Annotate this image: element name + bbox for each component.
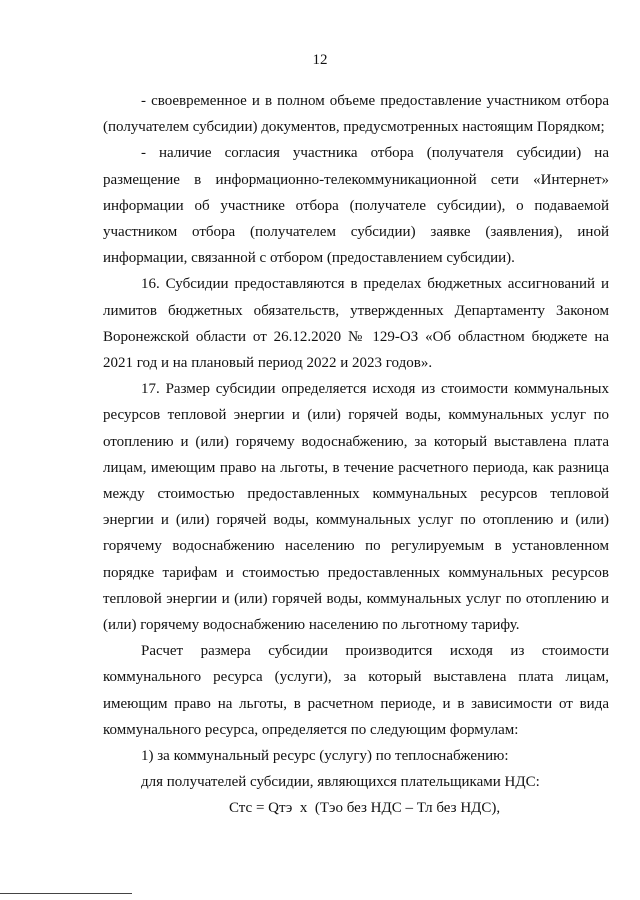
paragraph-timely-documents: - своевременное и в полном объеме предоставление участником отбора (получателем субсидии) документов, предусмотренных настоящим Порядком;	[103, 93, 609, 136]
paragraph-vat-payers: для получателей субсидии, являющихся плательщиками НДС:	[141, 774, 540, 791]
paragraph-consent-internet: - наличие согласия участника отбора (получателя субсидии) на размещение в информационно-телекоммуникационной сети «Интернет» информации об участнике отбора (получателе субсидии), о подаваемой участником отбора (получателем субсидии) заявке (заявления), иной информации, связанной с отбором (предоставлением субсидии).	[103, 145, 609, 267]
paragraph-16-budget-limits: 16. Субсидии предоставляются в пределах бюджетных ассигнований и лимитов бюджетных обязательств, утвержденных Департаменту Законом Воронежской области от 26.12.2020 № 129-ОЗ «Об областном бюджете на 2021 год и на плановый период 2022 и 2023 годов».	[103, 276, 609, 372]
footer-divider	[0, 893, 132, 894]
formula-heat-subsidy: Стс = Qтэ х (Тэо без НДС – Тл без НДС),	[229, 800, 501, 817]
paragraph-17-subsidy-amount: 17. Размер субсидии определяется исходя из стоимости коммунальных ресурсов тепловой энергии и (или) горячей воды, коммунальных услуг по отоплению и (или) горячему водоснабжению, за который выставлена плата лицам, имеющим право на льготы, в течение расчетного периода, как разница между стоимостью предоставленных коммунальных ресурсов тепловой энергии и (или) горячей воды, коммунальных услуг по отоплению и (или) горячему водоснабжению населению по регулируемым в установленном порядке тарифам и стоимостью предоставленных коммунальных ресурсов тепловой энергии и (или) горячей воды, коммунальных услуг по отоплению и (или) горячему водоснабжению населению по льготному тарифу.	[103, 381, 609, 634]
paragraph-item-1-heat-supply: 1) за коммунальный ресурс (услугу) по теплоснабжению:	[141, 748, 509, 765]
paragraph-calculation-method: Расчет размера субсидии производится исходя из стоимости коммунального ресурса (услуги), за который выставлена плата лицам, имеющим право на льготы, в расчетном периоде, и в зависимости от вида коммунального ресурса, определяется по следующим формулам:	[103, 643, 609, 738]
page-number: 12	[312, 52, 328, 68]
document-body	[103, 88, 609, 822]
